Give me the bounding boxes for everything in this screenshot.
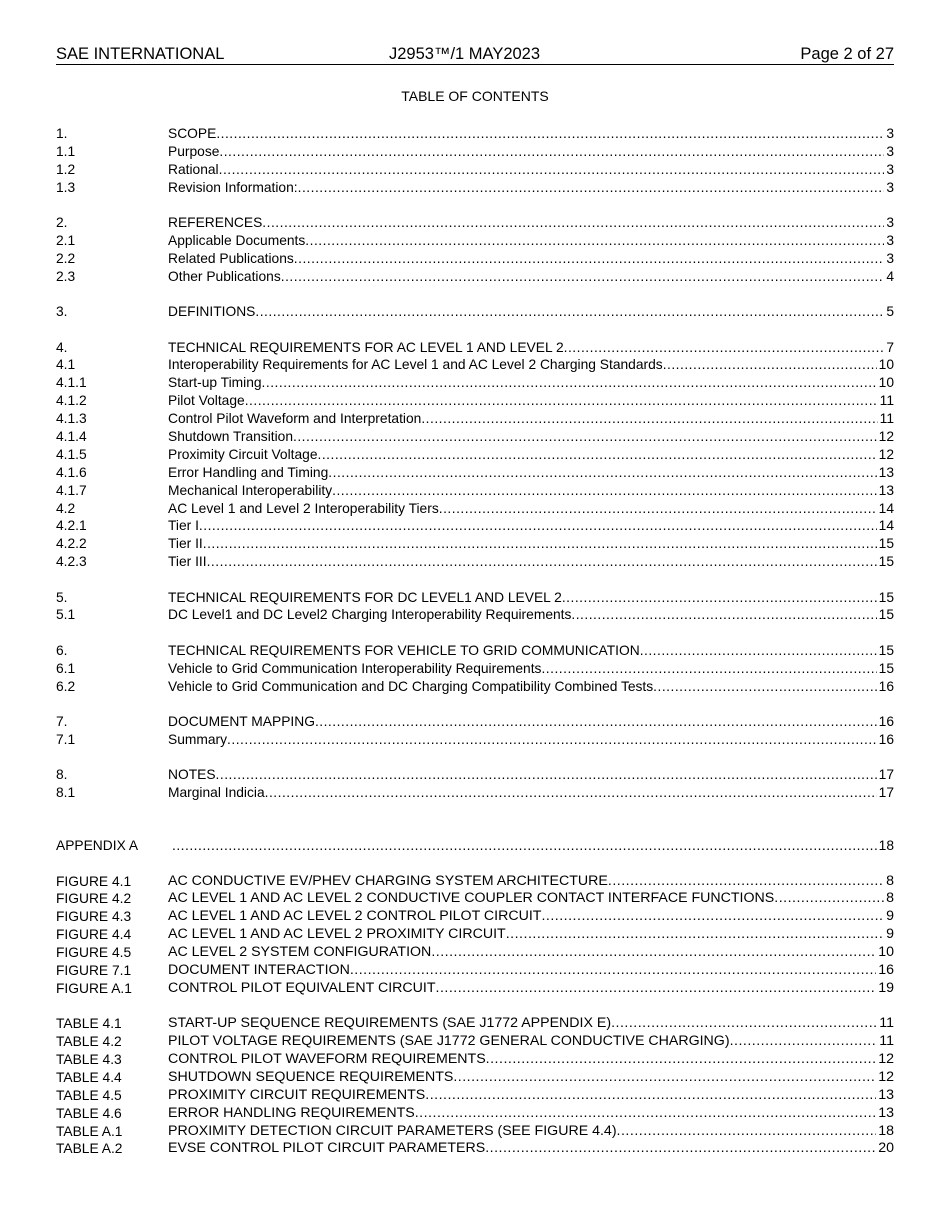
- header-document-id: J2953™/1 MAY2023: [389, 45, 541, 63]
- dot-leader: [328, 464, 876, 482]
- toc-entry[interactable]: [56, 1033, 894, 1051]
- toc-entry-page: 3: [886, 250, 894, 266]
- toc-entry-line: [168, 446, 894, 464]
- toc-entry-number: 1.3: [56, 179, 76, 195]
- toc-entry-title: TECHNICAL REQUIREMENTS FOR AC LEVEL 1 AND LEVEL 2: [168, 339, 564, 355]
- toc-entry-title: Rational: [168, 161, 219, 177]
- toc-entry-title: Marginal Indicia: [168, 785, 265, 801]
- dot-leader: [199, 517, 877, 535]
- toc-entry-title: AC LEVEL 1 AND AC LEVEL 2 CONTROL PILOT CIRCUIT: [168, 908, 542, 925]
- toc-entry-line: [168, 944, 894, 962]
- toc-entry-line: [168, 553, 894, 571]
- toc-entry[interactable]: [56, 1015, 894, 1033]
- toc-group: [56, 303, 894, 321]
- dot-leader: [425, 1087, 876, 1105]
- toc-entry-line: [168, 1105, 894, 1123]
- toc-entry-line: [168, 339, 894, 357]
- toc-entry-number: 6.1: [56, 660, 76, 676]
- toc-entry-page: 3: [886, 179, 894, 195]
- toc-entry-number: 6.: [56, 642, 68, 658]
- toc-entry-page: 15: [878, 642, 894, 658]
- toc-entry-line: [168, 1123, 894, 1141]
- toc-group: [56, 339, 894, 572]
- dot-leader: [305, 232, 884, 250]
- toc-entry-number: 4.: [56, 339, 68, 355]
- toc-entry-number: 2.3: [56, 268, 76, 284]
- toc-entry-title: PILOT VOLTAGE REQUIREMENTS (SAE J1772 GENERAL CONDUCTIVE CHARGING): [168, 1033, 730, 1050]
- toc-entry-title: REFERENCES: [168, 215, 263, 231]
- toc-entry-line: [168, 731, 894, 749]
- toc-entry-title: AC LEVEL 1 AND AC LEVEL 2 CONDUCTIVE COUPLER CONTACT INTERFACE FUNCTIONS: [168, 890, 775, 907]
- dot-leader: [216, 766, 877, 784]
- toc-entry-line: [168, 356, 894, 374]
- toc-entry-line: [168, 535, 894, 553]
- toc-entry-number: 2.1: [56, 232, 76, 248]
- toc-entry[interactable]: [56, 428, 894, 446]
- dot-leader: [262, 214, 884, 232]
- toc-entry-line: [168, 962, 894, 980]
- toc-group: [56, 589, 894, 625]
- toc-entry-page: 11: [879, 411, 894, 427]
- toc-entry-line: [168, 392, 894, 410]
- dot-leader: [227, 731, 877, 749]
- toc-entry-title: Vehicle to Grid Communication and DC Charging Compatibility Combined Tests: [168, 678, 654, 694]
- toc-entry-page: 8: [886, 890, 894, 907]
- toc-entry[interactable]: [56, 125, 894, 143]
- toc-entry-title: Related Publications: [168, 250, 294, 266]
- toc-entry-page: 11: [879, 1015, 894, 1032]
- toc-entry-page: 15: [878, 607, 894, 623]
- toc-entry-page: 8: [886, 872, 894, 889]
- toc-entry-number: 4.1.7: [56, 482, 87, 498]
- toc-entry-number: 4.1.6: [56, 464, 87, 480]
- toc-entry-title: START-UP SEQUENCE REQUIREMENTS (SAE J1772 APPENDIX E): [168, 1015, 612, 1032]
- dot-leader: [506, 926, 884, 944]
- dot-leader: [541, 908, 884, 926]
- toc-group: [56, 125, 894, 197]
- toc-entry-title: Applicable Documents: [168, 232, 306, 248]
- toc-entry-page: 3: [886, 215, 894, 231]
- toc-entry-number: TABLE 4.4: [56, 1069, 122, 1085]
- toc-entry-title: Shutdown Transition: [168, 428, 294, 444]
- toc-entry-title: DOCUMENT INTERACTION: [168, 961, 350, 978]
- toc-entry-page: 13: [878, 482, 894, 498]
- toc-entry-line: [168, 873, 894, 891]
- toc-entry-number: TABLE 4.2: [56, 1034, 122, 1050]
- toc-entry-title: TECHNICAL REQUIREMENTS FOR VEHICLE TO GRID COMMUNICATION: [168, 642, 640, 658]
- toc-entry-page: 14: [878, 500, 894, 516]
- toc-entry-line: [168, 660, 894, 678]
- toc-entry-number: 5.1: [56, 607, 76, 623]
- toc-entry-title: Proximity Circuit Voltage: [168, 446, 318, 462]
- toc-entry-number: 1.1: [56, 143, 76, 159]
- dot-leader: [774, 890, 884, 908]
- toc-entry[interactable]: [56, 1140, 894, 1158]
- dot-leader: [486, 1051, 877, 1069]
- toc-entry[interactable]: [56, 837, 894, 855]
- toc-entry-number: FIGURE A.1: [56, 980, 132, 996]
- toc-entry-line: [168, 642, 894, 660]
- toc-entry-line: [168, 1140, 894, 1158]
- toc-entry-page: 16: [878, 731, 894, 747]
- toc-entry-line: [168, 926, 894, 944]
- toc-entry-page: 14: [878, 518, 894, 534]
- toc-entry-line: [168, 125, 894, 143]
- toc-entry[interactable]: [56, 232, 894, 250]
- toc-entry[interactable]: [56, 660, 894, 678]
- toc-entry-line: [168, 784, 894, 802]
- toc-entry-line: [168, 517, 894, 535]
- dot-leader: [571, 606, 876, 624]
- page-header: [56, 45, 894, 65]
- toc-entry-page: 13: [878, 1104, 894, 1121]
- dot-leader: [219, 161, 885, 179]
- toc-entry[interactable]: [56, 980, 894, 998]
- toc-entry-line: [168, 143, 894, 161]
- toc-entry-page: 18: [878, 838, 894, 854]
- toc-entry-title: Tier II: [168, 536, 203, 552]
- toc-entry-title: SCOPE: [168, 126, 217, 141]
- toc-entry-line: [168, 908, 894, 926]
- dot-leader: [541, 660, 876, 678]
- dot-leader: [281, 268, 885, 286]
- toc-title: TABLE OF CONTENTS: [401, 88, 549, 104]
- dot-leader: [332, 482, 877, 500]
- toc-entry-number: TABLE A.2: [56, 1141, 123, 1157]
- dot-leader: [207, 553, 877, 571]
- toc-entry-title: CONTROL PILOT WAVEFORM REQUIREMENTS: [168, 1051, 486, 1068]
- toc-entry-line: [168, 410, 894, 428]
- toc-entry-line: [168, 1015, 894, 1033]
- toc-entry-page: 12: [878, 446, 894, 462]
- toc-entry-page: 20: [878, 1140, 894, 1157]
- toc-entry-line: [168, 374, 894, 392]
- toc-entry-page: 13: [878, 464, 894, 480]
- toc-entry-line: [168, 1051, 894, 1069]
- toc-entry-page: 19: [878, 979, 894, 996]
- toc-entry-line: [168, 428, 894, 446]
- toc-entry-page: 13: [878, 1086, 894, 1103]
- toc-entry[interactable]: [56, 713, 894, 731]
- toc-entry-title: DOCUMENT MAPPING: [168, 714, 315, 730]
- toc-entry-line: [168, 214, 894, 232]
- toc-entry-title: AC LEVEL 2 SYSTEM CONFIGURATION: [168, 944, 432, 961]
- toc-group: [56, 214, 894, 286]
- toc-entry-title: Control Pilot Waveform and Interpretation: [168, 411, 422, 427]
- toc-entry-number: FIGURE 4.1: [56, 873, 132, 889]
- dot-leader: [453, 1069, 876, 1087]
- toc-entry[interactable]: [56, 589, 894, 607]
- toc-entry-line: [168, 179, 894, 197]
- toc-entry-number: 7.: [56, 714, 68, 730]
- dot-leader: [255, 303, 884, 321]
- toc-entry[interactable]: [56, 517, 894, 535]
- toc-entry[interactable]: [56, 303, 894, 321]
- toc-entry-title: Interoperability Requirements for AC Level 1 and AC Level 2 Charging Standards: [168, 357, 663, 373]
- toc-entry-line: [168, 713, 894, 731]
- toc-group: [56, 1015, 894, 1158]
- toc-entry-line: [168, 232, 894, 250]
- toc-entry-page: 15: [878, 536, 894, 552]
- dot-leader: [730, 1033, 878, 1051]
- toc-entry-page: 15: [878, 589, 894, 605]
- toc-entry-line: [168, 766, 894, 784]
- toc-entry[interactable]: [56, 535, 894, 553]
- toc-entry-title: PROXIMITY DETECTION CIRCUIT PARAMETERS (SEE FIGURE 4.4): [168, 1122, 617, 1139]
- toc-entry-line: [168, 500, 894, 518]
- toc-entry[interactable]: [56, 1069, 894, 1087]
- dot-leader: [562, 589, 877, 607]
- toc-entry-line: [168, 250, 894, 268]
- toc-entry[interactable]: [56, 1051, 894, 1069]
- toc-group: [56, 713, 894, 749]
- toc-group: [56, 837, 894, 855]
- toc-entry[interactable]: [56, 214, 894, 232]
- toc-entry-title: TECHNICAL REQUIREMENTS FOR DC LEVEL1 AND LEVEL 2: [168, 589, 562, 605]
- dot-leader: [298, 179, 885, 197]
- toc-entry-title: Pilot Voltage: [168, 393, 245, 409]
- toc-entry-number: 8.1: [56, 785, 76, 801]
- toc-entry[interactable]: [56, 926, 894, 944]
- dot-leader: [663, 356, 877, 374]
- toc-entry-line: [168, 1069, 894, 1087]
- toc-entry-number: 8.: [56, 767, 68, 783]
- toc-entry-page: 5: [886, 304, 894, 320]
- toc-entry-line: [168, 161, 894, 179]
- toc-entry[interactable]: [56, 446, 894, 464]
- toc-entry-number: 4.1.1: [56, 375, 87, 391]
- dot-leader: [293, 428, 877, 446]
- dot-leader: [216, 125, 884, 143]
- toc-entry-page: 11: [879, 1033, 894, 1050]
- toc-entry-number: 1.2: [56, 161, 76, 177]
- toc-entry[interactable]: [56, 873, 894, 891]
- dot-leader: [608, 873, 884, 891]
- dot-leader: [653, 678, 876, 696]
- toc-entry-line: [168, 464, 894, 482]
- toc-entry[interactable]: [56, 642, 894, 660]
- toc-entry-page: 7: [886, 339, 894, 355]
- header-page-number: Page 2 of 27: [800, 45, 894, 63]
- dot-leader: [611, 1015, 877, 1033]
- dot-leader: [172, 837, 877, 855]
- dot-leader: [203, 535, 877, 553]
- toc-entry-title: Summary: [168, 731, 228, 747]
- toc-entry[interactable]: [56, 161, 894, 179]
- toc-entry-number: 2.: [56, 215, 68, 231]
- dot-leader: [421, 410, 877, 428]
- toc-entry-page: 11: [879, 393, 894, 409]
- toc-entry-page: 16: [878, 714, 894, 730]
- toc-entry-number: 4.1: [56, 357, 76, 373]
- toc-entry-number: TABLE 4.6: [56, 1105, 122, 1121]
- toc-entry-number: TABLE 4.1: [56, 1016, 122, 1032]
- toc-entry-page: 9: [886, 908, 894, 925]
- toc-entry[interactable]: [56, 339, 894, 357]
- toc-entry-line: [168, 606, 894, 624]
- toc-entry-number: FIGURE 4.2: [56, 891, 132, 907]
- toc-entry-number: 4.1.3: [56, 411, 87, 427]
- toc-entry[interactable]: [56, 1105, 894, 1123]
- toc-entry[interactable]: [56, 908, 894, 926]
- toc-entry-page: 12: [878, 1051, 894, 1068]
- dot-leader: [294, 250, 885, 268]
- dot-leader: [640, 642, 877, 660]
- toc-entry[interactable]: [56, 766, 894, 784]
- toc-entry-title: ERROR HANDLING REQUIREMENTS: [168, 1104, 415, 1121]
- toc-entry[interactable]: [56, 356, 894, 374]
- dot-leader: [415, 1105, 876, 1123]
- toc-entry-page: 3: [886, 143, 894, 159]
- dot-leader: [617, 1123, 877, 1141]
- dot-leader: [350, 962, 876, 980]
- toc-entry-line: [168, 890, 894, 908]
- toc-entry[interactable]: [56, 784, 894, 802]
- toc-entry-number: 3.: [56, 304, 68, 320]
- toc-entry-number: TABLE A.1: [56, 1123, 123, 1139]
- toc-group: [56, 642, 894, 696]
- dot-leader: [318, 446, 877, 464]
- toc-entry-title: Tier III: [168, 554, 207, 570]
- toc-entry-number: 4.1.4: [56, 428, 87, 444]
- toc-entry-page: 10: [878, 375, 894, 391]
- toc-entry-page: 12: [878, 428, 894, 444]
- toc-entry[interactable]: [56, 890, 894, 908]
- toc-entry[interactable]: [56, 482, 894, 500]
- toc-entry-page: 4: [886, 268, 894, 284]
- toc-entry-title: DC Level1 and DC Level2 Charging Interoperability Requirements: [168, 607, 572, 623]
- dot-leader: [262, 374, 877, 392]
- dot-leader: [431, 944, 876, 962]
- toc-entry-title: DEFINITIONS: [168, 304, 256, 320]
- toc-entry-title: SHUTDOWN SEQUENCE REQUIREMENTS: [168, 1068, 454, 1085]
- dot-leader: [219, 143, 884, 161]
- dot-leader: [439, 500, 877, 518]
- toc-entry-line: [168, 678, 894, 696]
- toc-entry-page: 3: [886, 232, 894, 248]
- toc-entry[interactable]: [56, 410, 894, 428]
- dot-leader: [245, 392, 878, 410]
- toc-entry-title: EVSE CONTROL PILOT CIRCUIT PARAMETERS: [168, 1140, 486, 1157]
- toc-entry[interactable]: [56, 606, 894, 624]
- dot-leader: [265, 784, 877, 802]
- toc-entry[interactable]: [56, 944, 894, 962]
- toc-entry[interactable]: [56, 268, 894, 286]
- toc-entry[interactable]: [56, 392, 894, 410]
- toc-entry-number: 6.2: [56, 678, 76, 694]
- toc-entry-number: 4.2.1: [56, 518, 87, 534]
- toc-entry-number: TABLE 4.5: [56, 1087, 122, 1103]
- dot-leader: [436, 980, 877, 998]
- toc-entry-page: 10: [878, 944, 894, 961]
- toc-entry-page: 16: [878, 678, 894, 694]
- toc-entry[interactable]: [56, 500, 894, 518]
- toc-entry-title: Start-up Timing: [168, 375, 262, 391]
- toc-entry[interactable]: [56, 143, 894, 161]
- dot-leader: [315, 713, 877, 731]
- toc-entry-number: 1.: [56, 126, 68, 141]
- toc-entry-page: 16: [878, 961, 894, 978]
- header-organization: SAE INTERNATIONAL: [56, 45, 225, 63]
- toc-entry-title: Other Publications: [168, 268, 281, 284]
- toc-entry[interactable]: [56, 553, 894, 571]
- toc-entry-title: Error Handling and Timing: [168, 464, 329, 480]
- toc-entry-page: 17: [878, 767, 894, 783]
- toc-entry-title: PROXIMITY CIRCUIT REQUIREMENTS: [168, 1086, 426, 1103]
- toc-entry-page: 12: [878, 1068, 894, 1085]
- toc-entry-number: 4.2.2: [56, 536, 87, 552]
- toc-entry[interactable]: [56, 678, 894, 696]
- toc-entry-title: CONTROL PILOT EQUIVALENT CIRCUIT: [168, 979, 436, 996]
- dot-leader: [485, 1140, 876, 1158]
- toc-entry-line: [168, 268, 894, 286]
- table-of-contents: [56, 125, 894, 1176]
- toc-entry-line: [172, 837, 894, 855]
- toc-entry-number: FIGURE 7.1: [56, 962, 132, 978]
- toc-entry-number: APPENDIX A: [56, 838, 139, 854]
- toc-entry-title: Vehicle to Grid Communication Interoperability Requirements: [168, 660, 542, 676]
- toc-entry-number: FIGURE 4.4: [56, 927, 132, 943]
- toc-entry-title: Mechanical Interoperability: [168, 482, 333, 498]
- toc-entry-page: 18: [878, 1122, 894, 1139]
- toc-entry-number: 4.2.3: [56, 554, 87, 570]
- toc-entry-title: AC Level 1 and Level 2 Interoperability Tiers: [168, 500, 439, 516]
- toc-entry-page: 3: [886, 126, 894, 141]
- toc-entry-page: 3: [886, 161, 894, 177]
- toc-entry-page: 10: [878, 357, 894, 373]
- toc-group: [56, 873, 894, 998]
- toc-entry-title: Purpose: [168, 143, 220, 159]
- toc-entry[interactable]: [56, 179, 894, 197]
- toc-entry-number: 2.2: [56, 250, 76, 266]
- toc-entry[interactable]: [56, 374, 894, 392]
- toc-entry-number: 4.2: [56, 500, 76, 516]
- toc-entry-title: AC CONDUCTIVE EV/PHEV CHARGING SYSTEM ARCHITECTURE: [168, 872, 608, 889]
- toc-entry-line: [168, 303, 894, 321]
- toc-entry-number: 4.1.2: [56, 393, 87, 409]
- toc-entry[interactable]: [56, 962, 894, 980]
- toc-entry-line: [168, 980, 894, 998]
- toc-entry-page: 15: [878, 554, 894, 570]
- toc-entry-number: 7.1: [56, 731, 76, 747]
- toc-entry[interactable]: [56, 731, 894, 749]
- toc-entry-line: [168, 1033, 894, 1051]
- toc-entry-title: Tier I: [168, 518, 199, 534]
- toc-entry-line: [168, 589, 894, 607]
- toc-entry-title: AC LEVEL 1 AND AC LEVEL 2 PROXIMITY CIRCUIT: [168, 926, 506, 943]
- toc-entry-number: 4.1.5: [56, 446, 87, 462]
- toc-entry[interactable]: [56, 250, 894, 268]
- toc-entry[interactable]: [56, 1123, 894, 1141]
- toc-entry-page: 15: [878, 660, 894, 676]
- dot-leader: [564, 339, 885, 357]
- toc-entry-line: [168, 482, 894, 500]
- toc-entry-number: FIGURE 4.5: [56, 945, 132, 961]
- toc-entry-number: TABLE 4.3: [56, 1052, 122, 1068]
- toc-entry-line: [168, 1087, 894, 1105]
- toc-group: [56, 766, 894, 802]
- toc-entry-title: Revision Information:: [168, 179, 298, 195]
- toc-entry-number: 5.: [56, 589, 68, 605]
- toc-entry-title: NOTES: [168, 767, 216, 783]
- toc-entry[interactable]: [56, 464, 894, 482]
- toc-entry[interactable]: [56, 1087, 894, 1105]
- toc-entry-page: 9: [886, 926, 894, 943]
- toc-entry-page: 17: [878, 785, 894, 801]
- toc-entry-number: FIGURE 4.3: [56, 909, 132, 925]
